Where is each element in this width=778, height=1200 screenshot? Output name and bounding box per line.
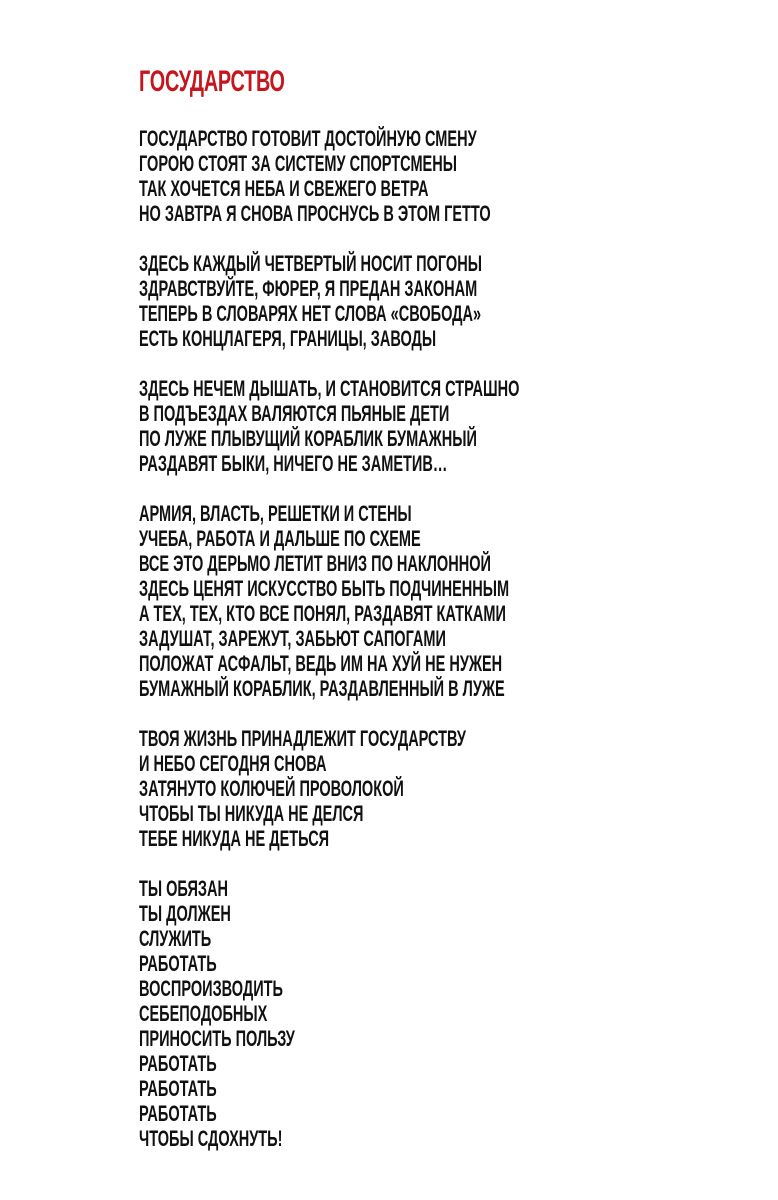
poem-line: ЕСТЬ КОНЦЛАГЕРЯ, ГРАНИЦЫ, ЗАВОДЫ (139, 326, 437, 351)
poem-title: ГОСУДАРСТВО (139, 65, 285, 98)
poem-line: ВСЕ ЭТО ДЕРЬМО ЛЕТИТ ВНИЗ ПО НАКЛОННОЙ (139, 551, 491, 576)
poem-line: РАБОТАТЬ (139, 1051, 217, 1076)
poem-line: ВОСПРОИЗВОДИТЬ (139, 976, 283, 1001)
poem-line: ТЕПЕРЬ В СЛОВАРЯХ НЕТ СЛОВА «СВОБОДА» (139, 301, 482, 326)
poem-line: УЧЕБА, РАБОТА И ДАЛЬШЕ ПО СХЕМЕ (139, 526, 421, 551)
poem-line: И НЕБО СЕГОДНЯ СНОВА (139, 751, 327, 776)
poem-line: ЗДЕСЬ НЕЧЕМ ДЫШАТЬ, И СТАНОВИТСЯ СТРАШНО (139, 376, 520, 401)
poem-body (139, 126, 739, 1151)
poem-line: ПРИНОСИТЬ ПОЛЬЗУ (139, 1026, 295, 1051)
poem-line: ТЕБЕ НИКУДА НЕ ДЕТЬСЯ (139, 826, 330, 851)
poem-line: НО ЗАВТРА Я СНОВА ПРОСНУСЬ В ЭТОМ ГЕТТО (139, 201, 491, 226)
poem-page (139, 60, 739, 1176)
poem-line: ПОЛОЖАТ АСФАЛЬТ, ВЕДЬ ИМ НА ХУЙ НЕ НУЖЕН (139, 651, 503, 676)
stanza (139, 251, 739, 351)
poem-line: ЗДРАВСТВУЙТЕ, ФЮРЕР, Я ПРЕДАН ЗАКОНАМ (139, 276, 478, 301)
poem-line: ТАК ХОЧЕТСЯ НЕБА И СВЕЖЕГО ВЕТРА (139, 176, 429, 201)
poem-line: ЗДЕСЬ КАЖДЫЙ ЧЕТВЕРТЫЙ НОСИТ ПОГОНЫ (139, 251, 482, 276)
poem-line: АРМИЯ, ВЛАСТЬ, РЕШЕТКИ И СТЕНЫ (139, 501, 412, 526)
poem-line: ЧТОБЫ ТЫ НИКУДА НЕ ДЕЛСЯ (139, 801, 364, 826)
poem-line: ЗАТЯНУТО КОЛЮЧЕЙ ПРОВОЛОКОЙ (139, 776, 404, 801)
stanza (139, 126, 739, 226)
poem-line: РАБОТАТЬ (139, 1101, 217, 1126)
poem-line: ТЫ ОБЯЗАН (139, 876, 228, 901)
poem-line: ТВОЯ ЖИЗНЬ ПРИНАДЛЕЖИТ ГОСУДАРСТВУ (139, 726, 466, 751)
poem-line: СЛУЖИТЬ (139, 926, 212, 951)
stanza (139, 376, 739, 476)
poem-line: РАЗДАВЯТ БЫКИ, НИЧЕГО НЕ ЗАМЕТИВ… (139, 451, 448, 476)
stanza (139, 876, 739, 1151)
poem-line: ПО ЛУЖЕ ПЛЫВУЩИЙ КОРАБЛИК БУМАЖНЫЙ (139, 426, 477, 451)
poem-line: ГОРОЮ СТОЯТ ЗА СИСТЕМУ СПОРТСМЕНЫ (139, 151, 457, 176)
stanza (139, 501, 739, 701)
poem-line: РАБОТАТЬ (139, 951, 217, 976)
poem-line: СЕБЕПОДОБНЫХ (139, 1001, 268, 1026)
stanza (139, 726, 739, 851)
poem-line: ЗАДУШАТ, ЗАРЕЖУТ, ЗАБЬЮТ САПОГАМИ (139, 626, 446, 651)
poem-line: ТЫ ДОЛЖЕН (139, 901, 231, 926)
poem-line: ЧТОБЫ СДОХНУТЬ! (139, 1126, 283, 1151)
poem-line: А ТЕХ, ТЕХ, КТО ВСЕ ПОНЯЛ, РАЗДАВЯТ КАТКАМИ (139, 601, 506, 626)
poem-line: РАБОТАТЬ (139, 1076, 217, 1101)
poem-line: ЗДЕСЬ ЦЕНЯТ ИСКУССТВО БЫТЬ ПОДЧИНЕННЫМ (139, 576, 510, 601)
poem-line: ГОСУДАРСТВО ГОТОВИТ ДОСТОЙНУЮ СМЕНУ (139, 126, 477, 151)
poem-line: БУМАЖНЫЙ КОРАБЛИК, РАЗДАВЛЕННЫЙ В ЛУЖЕ (139, 676, 505, 701)
poem-line: В ПОДЪЕЗДАХ ВАЛЯЮТСЯ ПЬЯНЫЕ ДЕТИ (139, 401, 450, 426)
